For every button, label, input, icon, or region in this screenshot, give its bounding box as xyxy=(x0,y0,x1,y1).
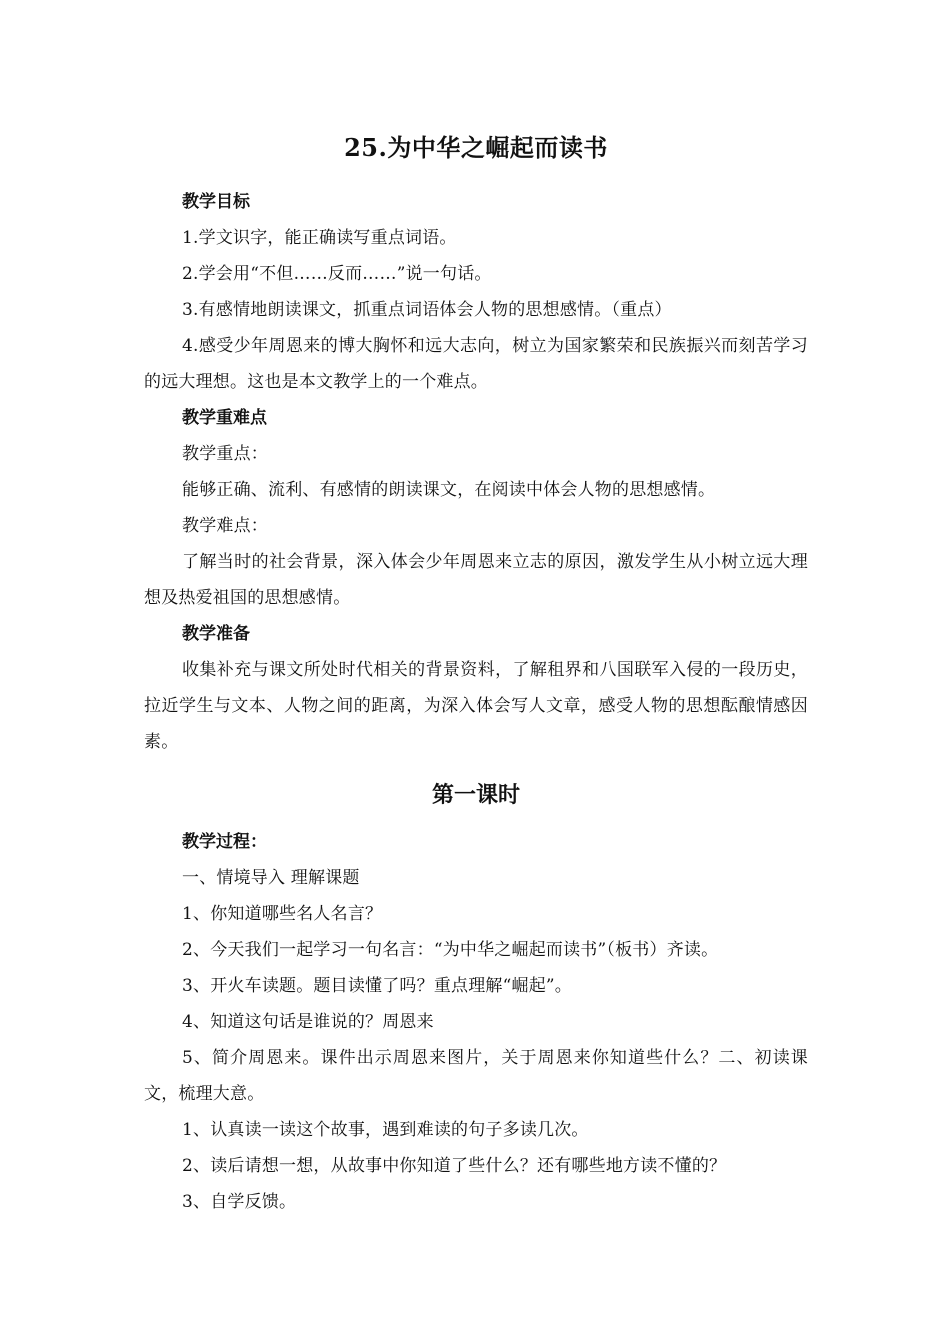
process-line-2: 1、你知道哪些名人名言？ xyxy=(182,904,383,924)
preparation-heading: 教学准备 xyxy=(182,624,250,644)
lesson-title: 第一课时 xyxy=(431,782,520,808)
key-points-heading: 教学重难点 xyxy=(182,408,267,428)
objective-item-1: 1.学文识字，能正确读写重点词语。 xyxy=(182,228,457,248)
process-heading: 教学过程： xyxy=(182,832,267,852)
process-line-9: 3、自学反馈。 xyxy=(182,1192,297,1212)
process-line-7: 1、认真读一读这个故事，遇到难读的句子多读几次。 xyxy=(182,1120,589,1140)
focus-label: 教学重点： xyxy=(182,444,268,464)
document-title: 25.为中华之崛起而读书 xyxy=(344,133,608,162)
preparation-text: 收集补充与课文所处时代相关的背景资料，了解租界和八国联军入侵的一段历史，拉近学生与文本、人物之间的距离，为深入体会写人文章，感受人物的思想酝酿情感因素。 xyxy=(144,660,808,752)
objective-item-2: 2.学会用“不但……反而……”说一句话。 xyxy=(182,264,492,284)
objectives-heading: 教学目标 xyxy=(182,192,250,212)
process-line-5: 4、知道这句话是谁说的？周恩来 xyxy=(182,1012,434,1032)
objective-item-4: 4.感受少年周恩来的博大胸怀和远大志向，树立为国家繁荣和民族振兴而刻苦学习的远大理想。这也是本文教学上的一个难点。 xyxy=(144,336,808,392)
process-line-3: 2、今天我们一起学习一句名言：“为中华之崛起而读书”（板书）齐读。 xyxy=(182,940,719,960)
difficulty-label: 教学难点： xyxy=(182,516,268,536)
process-line-8: 2、读后请想一想，从故事中你知道了些什么？还有哪些地方读不懂的？ xyxy=(182,1156,727,1176)
objective-item-3: 3.有感情地朗读课文，抓重点词语体会人物的思想感情。（重点） xyxy=(182,300,672,320)
difficulty-text: 了解当时的社会背景，深入体会少年周恩来立志的原因，激发学生从小树立远大理想及热爱祖国的思想感情。 xyxy=(144,552,808,608)
document-body xyxy=(144,130,808,1220)
process-line-1: 一、情境导入 理解课题 xyxy=(182,868,360,888)
focus-text: 能够正确、流利、有感情的朗读课文，在阅读中体会人物的思想感情。 xyxy=(182,480,716,500)
process-line-6: 5、简介周恩来。课件出示周恩来图片，关于周恩来你知道些什么？二、初读课文，梳理大意。 xyxy=(144,1048,808,1104)
process-line-4: 3、开火车读题。题目读懂了吗？重点理解“崛起”。 xyxy=(182,976,572,996)
